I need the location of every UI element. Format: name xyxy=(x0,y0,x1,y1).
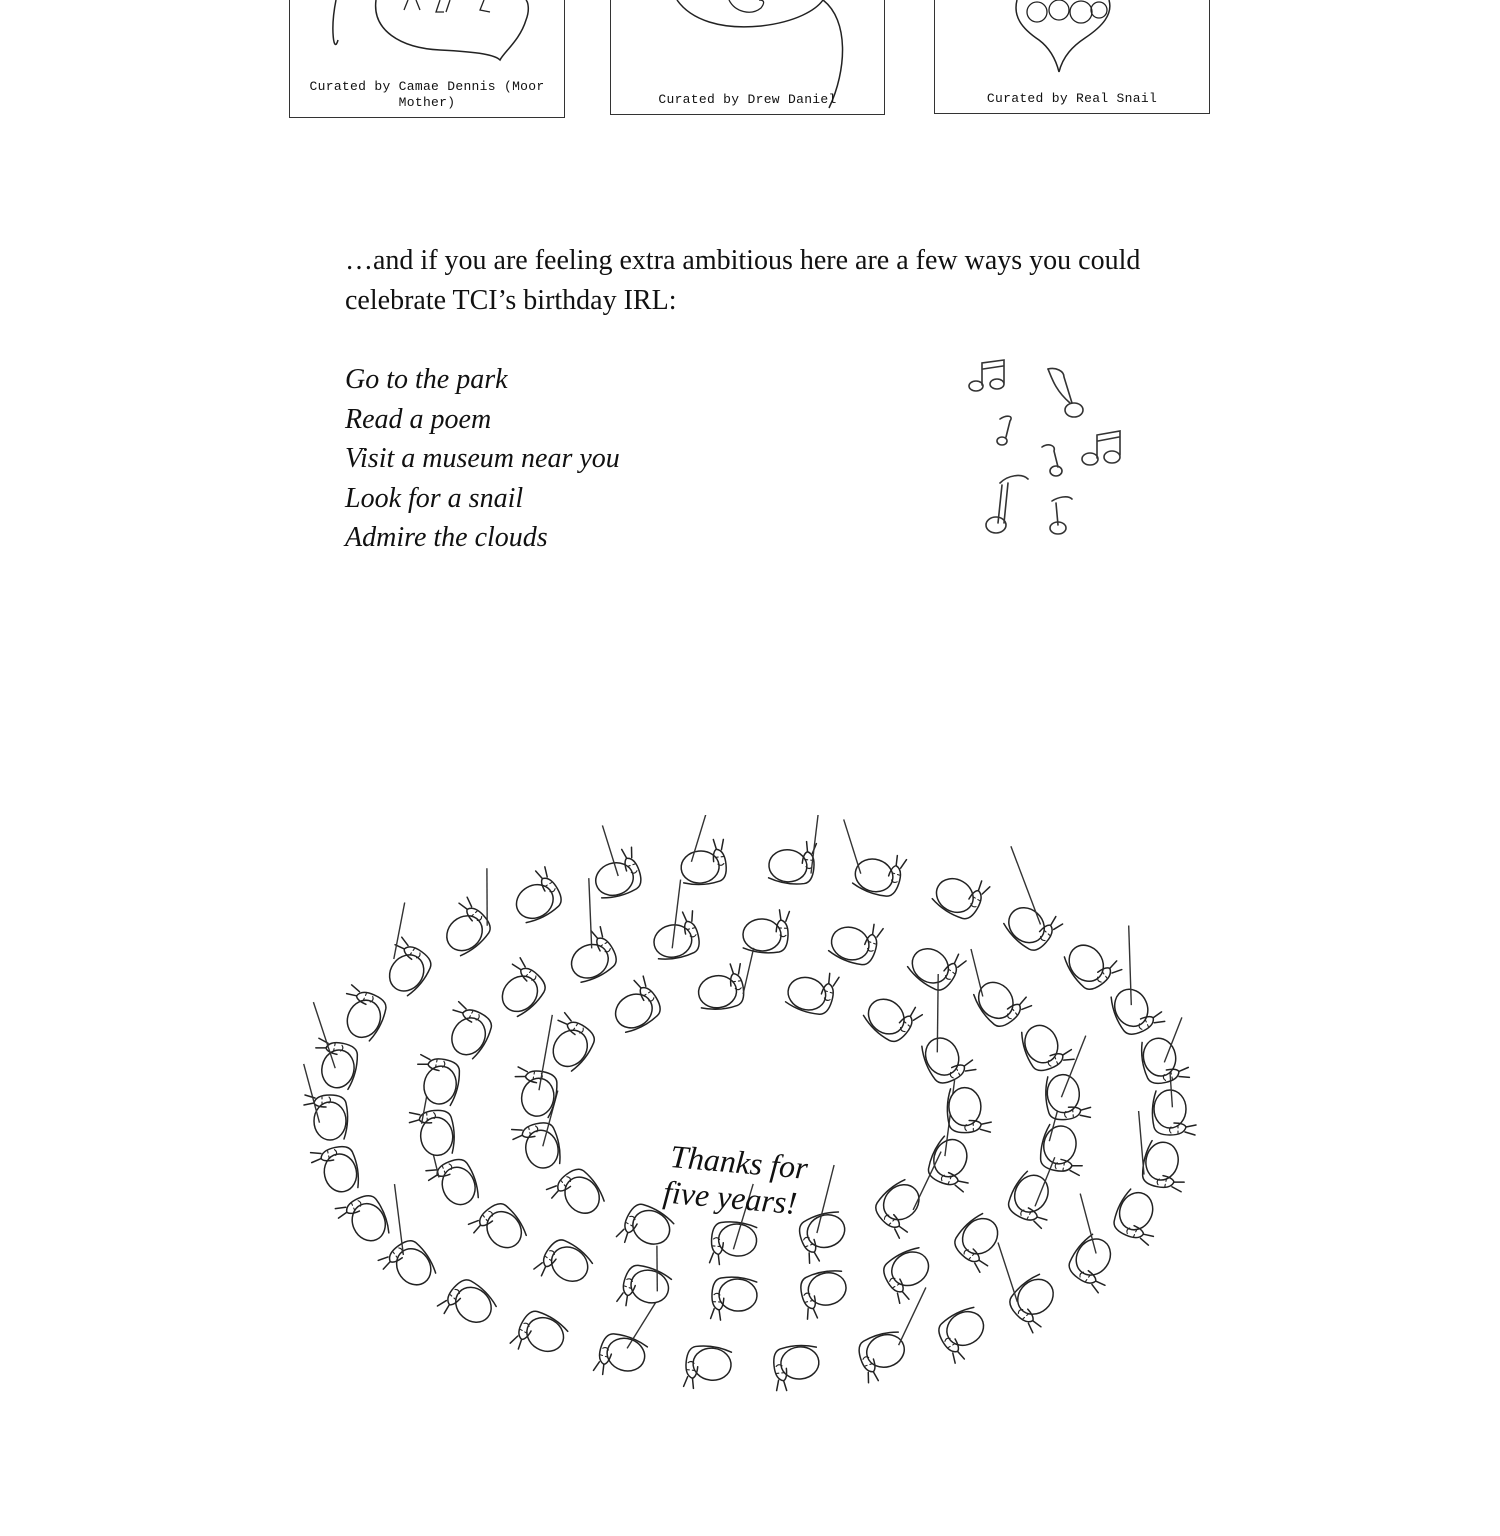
snail-icon xyxy=(409,1109,456,1158)
snail-icon xyxy=(1037,1123,1089,1176)
snail-icon xyxy=(510,1306,571,1366)
snail-icon xyxy=(437,1274,500,1337)
list-item: Go to the park xyxy=(345,364,508,395)
list-item: Look for a snail xyxy=(345,482,524,514)
snail-icon xyxy=(905,934,967,996)
snail-icon xyxy=(546,1164,608,1226)
snail-icon xyxy=(304,1095,348,1140)
grass-blade xyxy=(998,1243,1017,1303)
list-item: Admire the clouds xyxy=(345,522,548,553)
snail-ring-illustration xyxy=(270,815,1230,1445)
grass-blade xyxy=(743,948,754,994)
snail-icon xyxy=(604,975,665,1036)
thanks-message xyxy=(661,1138,810,1222)
grass-blade xyxy=(937,974,938,1052)
snail-icon xyxy=(860,984,923,1046)
snail-icon xyxy=(772,1343,821,1391)
thanks-line-2: five years! xyxy=(661,1173,799,1222)
list-item: Visit a museum near you xyxy=(345,443,620,474)
snail-icon xyxy=(334,1191,392,1250)
grass-blade xyxy=(313,1002,335,1068)
grass-blade xyxy=(304,1064,320,1123)
snail-icon xyxy=(1152,1090,1196,1135)
snail-icon xyxy=(798,1267,852,1320)
snail-icon xyxy=(742,908,789,954)
playlist-card-real-snail[interactable] xyxy=(934,0,1210,114)
playlist-card-camae-dennis[interactable] xyxy=(289,0,565,118)
music-notes-icon xyxy=(960,355,1140,545)
snail-icon xyxy=(374,937,436,999)
snail-icon xyxy=(433,896,496,959)
snail-icon xyxy=(970,969,1032,1031)
snail-icon xyxy=(870,1176,933,1239)
grass-blade xyxy=(539,1015,552,1090)
grass-blade xyxy=(971,949,983,997)
snail-icon xyxy=(1139,1139,1191,1192)
snail-icon xyxy=(1138,1033,1190,1086)
grass-blade xyxy=(395,1184,404,1255)
card-caption: Curated by Real Snail xyxy=(986,91,1158,106)
snail-icon xyxy=(1018,1017,1075,1075)
snail-icon xyxy=(930,863,991,923)
snail-icon xyxy=(879,1244,940,1304)
grass-blade xyxy=(394,903,405,960)
snail-icon xyxy=(767,838,816,886)
snail-icon xyxy=(1107,980,1165,1039)
snail-icon xyxy=(310,1144,362,1197)
snail-icon xyxy=(533,1235,595,1297)
snail-icon xyxy=(1004,1169,1064,1229)
snail-icon xyxy=(679,838,728,886)
snail-icon xyxy=(1061,933,1123,995)
intro-paragraph: …and if you are feeling extra ambitious here are a few ways you could celebrate TCI’s birthday IRL: xyxy=(345,245,1141,316)
snail-icon xyxy=(425,1155,482,1213)
snail-icon xyxy=(918,1028,977,1087)
grass-blade xyxy=(899,1287,926,1345)
snail-icon xyxy=(826,913,883,969)
snail-icon xyxy=(588,846,644,901)
snail-icon xyxy=(947,1087,991,1133)
snail-icon xyxy=(695,963,745,1012)
snail-icon xyxy=(377,1235,439,1297)
snail-icon xyxy=(617,1261,674,1317)
snail-icon xyxy=(709,1220,758,1267)
snail-icon xyxy=(851,845,907,900)
grass-blade xyxy=(589,878,592,948)
card-caption: Curated by Drew Daniel xyxy=(658,92,837,107)
snail-icon xyxy=(593,1330,649,1385)
snail-icon xyxy=(1064,1231,1126,1293)
grass-blade xyxy=(844,819,861,873)
list-item: Read a poem xyxy=(345,403,492,435)
snail-icon xyxy=(437,1001,497,1061)
grass-blade xyxy=(627,1302,656,1349)
snail-icon xyxy=(924,1134,982,1192)
card-caption: Curated by Camae Dennis (Moor Mother) xyxy=(309,79,545,110)
snail-icon xyxy=(796,1208,853,1264)
celebration-ideas-list xyxy=(345,360,620,558)
snail-icon xyxy=(1004,1271,1067,1334)
snail-icon xyxy=(488,957,551,1020)
snail-icon xyxy=(411,1054,463,1107)
snail-icon xyxy=(683,1344,732,1392)
snail-icon xyxy=(1109,1187,1167,1246)
grass-blade xyxy=(811,815,819,874)
playlist-card-drew-daniel[interactable] xyxy=(610,0,885,115)
snail-icon xyxy=(934,1304,995,1364)
snail-icon xyxy=(511,1120,564,1174)
snail-icon xyxy=(711,1276,758,1322)
grass-blade xyxy=(1139,1111,1144,1175)
snail-icon xyxy=(784,963,840,1018)
thanks-line-1: Thanks for xyxy=(668,1138,810,1186)
snail-icon xyxy=(468,1198,530,1260)
snail-icon xyxy=(505,866,566,926)
snail-icon xyxy=(949,1210,1012,1273)
snail-icon xyxy=(332,984,390,1043)
